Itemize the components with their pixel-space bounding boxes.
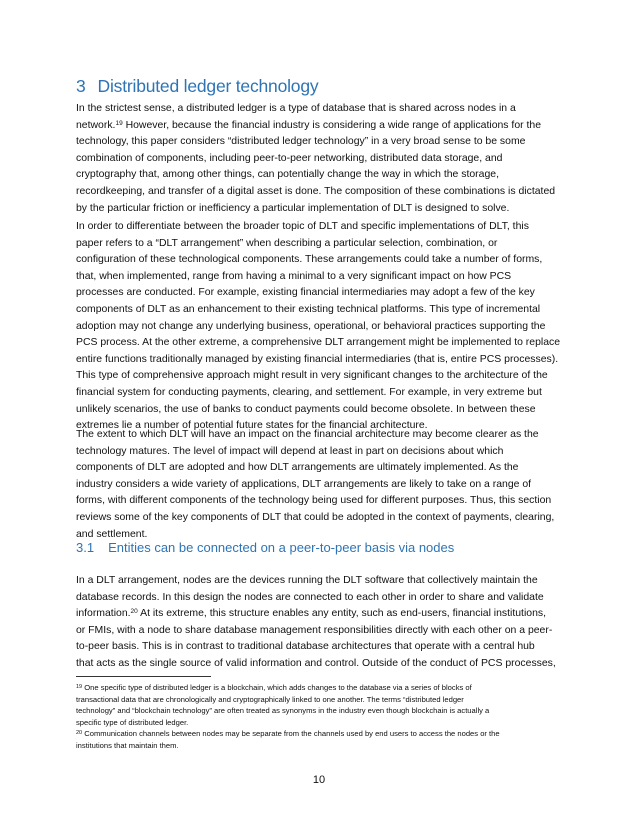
text-line: components of DLT are adopted and how DLT arrangements are ultimately implemented. As the: [76, 462, 519, 474]
subsection-heading: [76, 540, 454, 555]
text-line: extremes lie a number of potential future states for the financial architecture.: [76, 420, 428, 432]
text-line: configuration of these technological components. These arrangements could take a number of forms,: [76, 254, 543, 266]
text-line: technology, this paper considers “distributed ledger technology” in a very broad sense to be some: [76, 136, 526, 148]
text-line: combination of components, including peer-to-peer networking, distributed data storage, and: [76, 152, 503, 164]
text-line: and settlement.: [76, 528, 148, 540]
footnote-20: $^{20}$ Communication channels between nodes may be separate from the channels used by end users to access the nodes or the: [76, 729, 500, 739]
section-heading: [76, 76, 318, 97]
text-line: processes are conducted. For example, existing financial intermediaries may adopt a few of the key: [76, 287, 535, 299]
text-line: to-peer basis. This is in contrast to traditional database architectures that operate with a central hub: [76, 641, 535, 653]
paragraph-1: [76, 101, 570, 217]
text-line: cryptography that, among other things, can potentially change the way in which the storage,: [76, 169, 499, 181]
text-line: In order to differentiate between the broader topic of DLT and specific implementations of DLT, this: [76, 221, 529, 232]
text-line: that acts as the single source of valid information and control. Outside of the conduct of PCS processes,: [76, 657, 556, 669]
footnote-ref-19[interactable]: 19: [115, 119, 123, 127]
text-line: This type of comprehensive approach might result in very significant changes to the architecture of the: [76, 370, 548, 382]
text-line: forms, with different components of the technology being used for different purposes. Thus, this section: [76, 495, 552, 507]
paragraph-4: [76, 573, 570, 673]
footnote-mark: 19: [76, 684, 83, 690]
section-number: 3: [76, 76, 86, 96]
footnote-line: institutions that maintain them.: [76, 740, 179, 750]
subsection-number: 3.1: [76, 540, 95, 555]
text-line: adoption may not change any underlying business, operational, or behavioral practices supporting the: [76, 320, 546, 332]
text-line: In a DLT arrangement, nodes are the devices running the DLT software that collectively maintain the: [76, 575, 538, 586]
text-line: components of DLT as an enhancement to their existing technical platforms. This type of incremental: [76, 303, 541, 315]
subsection-title: Entities can be connected on a peer-to-peer basis via nodes: [108, 540, 455, 555]
footnote-divider: [76, 676, 211, 677]
text-line: financial system for conducting payments, clearing, and settlement. For example, in very extreme but: [76, 386, 542, 398]
text-line: unlikely scenarios, the use of banks to conduct payments could become obsolete. In between these: [76, 403, 536, 415]
footnotes: [76, 682, 570, 752]
text-line: The extent to which DLT will have an impact on the financial architecture may become clearer as the: [76, 429, 539, 440]
text-line: In the strictest sense, a distributed ledger is a type of database that is shared across nodes in a: [76, 103, 516, 114]
footnote-line: transactional data that are chronologically and cryptographically linked to one another. The terms “distributed ledger: [76, 694, 464, 704]
text-line: technology matures. The level of impact will depend at least in part on decisions about which: [76, 445, 504, 457]
text-line: recordkeeping, and transfer of a digital asset is done. The composition of these combinations is dictated: [76, 185, 556, 197]
page-number: 10: [312, 774, 326, 786]
text-line: by the particular friction or inefficiency a particular implementation of DLT is designed to solve.: [76, 202, 510, 214]
text-line: or FMIs, with a node to share database management responsibilities directly with each other on a peer-: [76, 624, 553, 636]
footnote-mark: 20: [76, 730, 83, 737]
footnote-ref-20[interactable]: 20: [130, 608, 138, 616]
text-line: information.$^{20}$ At its extreme, this structure enables any entity, such as end-users, financial institutions,: [76, 608, 547, 620]
paragraph-2: [76, 219, 570, 435]
text-line: paper refers to a “DLT arrangement” when describing a particular selection, combination, or: [76, 237, 498, 249]
text-line: network.$^{19}$ However, because the financial industry is considering a wide range of applications for the: [76, 119, 542, 131]
paragraph-3: [76, 427, 570, 543]
text-line: industry considers a wide variety of applications, DLT arrangements are likely to take on a range of: [76, 478, 532, 490]
text-line: reviews some of the key components of DLT that could be adopted in the context of payments, clearing,: [76, 511, 555, 523]
text-line: PCS process. At the other extreme, a comprehensive DLT arrangement might be implemented to replace: [76, 337, 561, 349]
footnote-line: technology” and “blockchain technology” are often treated as synonyms in the industry even though blockchain is actually a: [76, 706, 490, 716]
text-line: that, when implemented, range from having a minimal to a very significant impact on how PCS: [76, 270, 512, 282]
text-line: entire functions traditionally managed by existing financial intermediaries (that is, entire PCS processes).: [76, 353, 559, 365]
footnote-19: $^{19}$ One specific type of distributed ledger is a blockchain, which adds changes to the database via a series of blocks of: [76, 683, 472, 692]
footnote-line: specific type of distributed ledger.: [76, 717, 189, 727]
text-line: database records. In this design the nodes are connected to each other in order to share and validate: [76, 591, 544, 603]
section-title: Distributed ledger technology: [97, 76, 319, 96]
